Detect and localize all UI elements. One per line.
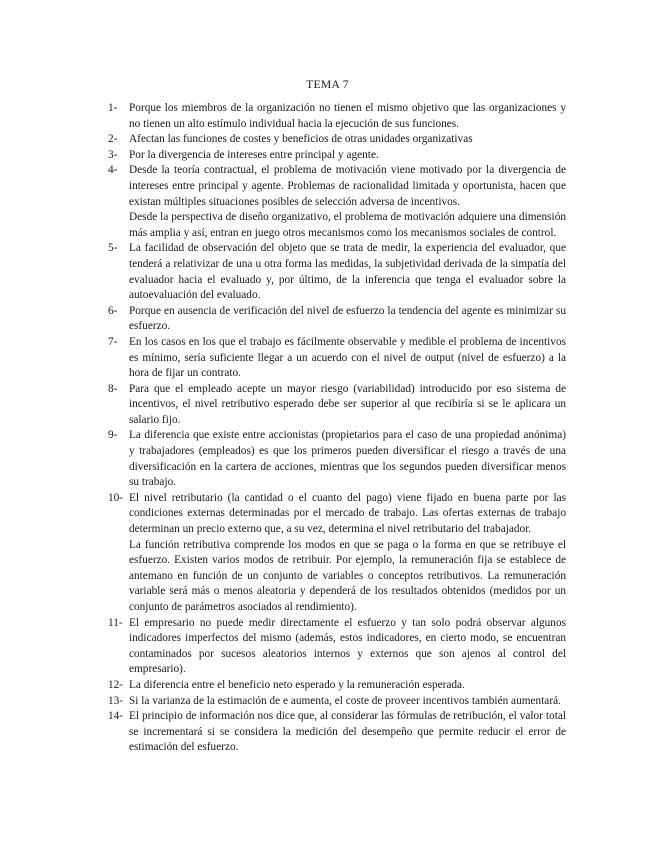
page-title: TEMA 7 (306, 78, 349, 91)
item-paragraph: Afectan las funciones de costes y beneficios de otras unidades organizativas (129, 133, 473, 146)
answer-item-8 (108, 382, 566, 429)
item-paragraph: Para que el empleado acepte un mayor riesgo (variabilidad) introducido por eso sistema de incentivos, el nivel retributivo esperado debe ser superior al que recibiría si se le aplicara un salario fijo. (129, 382, 566, 426)
item-paragraph: En los casos en los que el trabajo es fácilmente observable y medible el problema de incentivos es mínimo, sería suficiente llegar a un acuerdo con el nivel de output (nivel de esfuerzo) a la hora de fijar un contrato. (129, 335, 566, 380)
answer-item-2 (108, 132, 566, 148)
item-number: 4- (108, 164, 118, 177)
item-body (129, 694, 566, 710)
item-body (129, 304, 566, 335)
answer-item-14 (108, 709, 566, 756)
item-paragraph: Porque en ausencia de verificación del nivel de esfuerzo la tendencia del agente es minimizar su esfuerzo. (129, 304, 566, 333)
item-body (129, 678, 566, 694)
answer-item-6 (108, 304, 566, 335)
item-paragraph: La función retributiva comprende los modos en que se paga o la forma en que se retribuye el esfuerzo. Existen varios modos de retribuir. Por ejemplo, la remuneración fija se establece de antemano en función de un conjunto de variables o conceptos retributivos. La remuneración variable será más o menos aleatoria y dependerá de los resultados obtenidos (medidos por un conjunto de parámetros asociados al rendimiento). (129, 538, 566, 613)
answer-item-7 (108, 335, 566, 382)
answer-item-1 (108, 101, 566, 132)
item-paragraph: El principio de información nos dice que, al considerar las fórmulas de retribución, el valor total se incrementará si se considera la medición del desempeño que permite reducir el error de estimación del esfuerzo. (129, 710, 566, 754)
item-paragraph: La diferencia que existe entre accionistas (propietarios para el caso de una propiedad anónima) y trabajadores (empleados) es que los primeros pueden diversificar el riesgo a través de una diversificación en la cartera de acciones, mientras que los segundos pueden diversificar menos su trabajo. (129, 429, 566, 489)
item-body (129, 709, 566, 756)
item-number: 11- (108, 616, 123, 629)
item-number: 13- (108, 694, 124, 707)
item-paragraph: Si la varianza de la estimación de e aumenta, el coste de proveer incentivos también aumentará. (129, 694, 561, 707)
item-body (129, 428, 566, 490)
item-number: 5- (108, 242, 118, 255)
answer-item-4 (108, 163, 566, 241)
answer-list (108, 101, 566, 756)
item-paragraph: Porque los miembros de la organización no tienen el mismo objetivo que las organizaciones y no tienen un alto estímulo individual hacia la ejecución de sus funciones. (129, 102, 566, 130)
item-paragraph: Desde la teoría contractual, el problema de motivación viene motivado por la divergencia de intereses entre principal y agente. Problemas de racionalidad limitada y oportunista, hacen que existan múltiples situaciones posibles de selección adversa de incentivos. (129, 164, 566, 208)
item-body (129, 382, 566, 429)
answer-item-3 (108, 148, 566, 164)
item-body (129, 616, 566, 678)
item-body (129, 241, 566, 303)
item-body (129, 148, 566, 164)
answer-item-12 (108, 678, 566, 694)
item-body (129, 132, 566, 148)
answer-item-10 (108, 491, 566, 616)
answer-item-9 (108, 428, 566, 490)
item-number: 1- (108, 102, 118, 114)
answer-item-11 (108, 616, 566, 678)
item-number: 12- (108, 678, 124, 691)
answer-item-13 (108, 694, 566, 710)
item-number: 10- (108, 491, 124, 504)
item-paragraph: Desde la perspectiva de diseño organizativo, el problema de motivación adquiere una dimensión más amplia y así, entran en juego otros mecanismos como los mecanismos sociales de control. (129, 211, 566, 239)
item-body (129, 101, 566, 132)
item-number: 3- (108, 148, 118, 161)
item-paragraph: El nivel retributario (la cantidad o el cuanto del pago) viene fijado en buena parte por las condiciones externas determinadas por el mercado de trabajo. Las ofertas externas de trabajo determinan un precio externo que, a su vez, determina el nivel retributario del trabajador. (129, 491, 566, 536)
item-number: 8- (108, 382, 118, 395)
answer-item-5 (108, 241, 566, 303)
item-paragraph: La facilidad de observación del objeto que se trata de medir, la experiencia del evaluador, que tenderá a relativizar de una u otra forma las medidas, la subjetividad derivada de la simpatía del evaluador hacia el evaluado y, por último, de la inferencia que tenga el evaluador sobre la autoevaluación del evaluado. (129, 242, 566, 302)
item-number: 2- (108, 133, 118, 146)
item-body (129, 335, 566, 382)
item-body (129, 491, 566, 616)
item-number: 9- (108, 429, 118, 442)
item-body (129, 163, 566, 241)
item-number: 6- (108, 304, 118, 317)
item-number: 7- (108, 335, 118, 348)
item-paragraph: La diferencia entre el beneficio neto esperado y la remuneración esperada. (129, 678, 465, 691)
item-paragraph: Por la divergencia de intereses entre principal y agente. (129, 148, 379, 161)
item-number: 14- (108, 710, 124, 723)
item-paragraph: El empresario no puede medir directamente el esfuerzo y tan solo podrá observar algunos indicadores imperfectos del mismo (además, estos indicadores, en cierto modo, se encuentran contaminados por sucesos aleatorios internos y externos que son ajenos al control del empresario). (129, 616, 566, 676)
